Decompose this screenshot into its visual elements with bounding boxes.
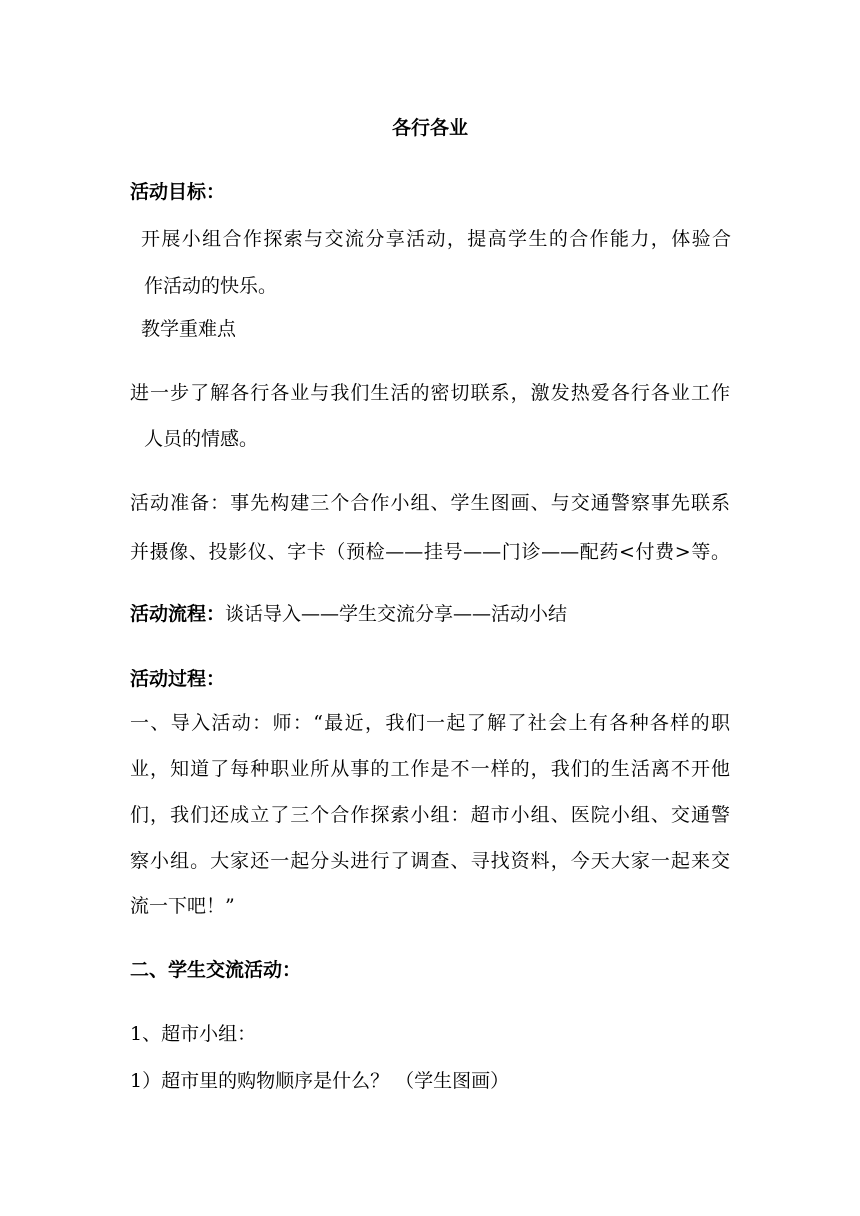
question-1: 1）超市里的购物顺序是什么？ （学生图画） xyxy=(130,1070,510,1092)
key-points-line-1: 进一步了解各行各业与我们生活的密切联系，激发热爱各行各业工作 xyxy=(130,382,730,404)
preparation-line-2: 并摄像、投影仪、字卡（预检——挂号——门诊——配药<付费>等。 xyxy=(130,541,730,563)
document-title: 各行各业 xyxy=(391,117,468,139)
intro-line-3: 们，我们还成立了三个合作探索小组：超市小组、医院小组、交通警 xyxy=(130,804,730,826)
group-1-heading: 1、超市小组： xyxy=(130,1023,257,1045)
goal-heading: 活动目标： xyxy=(130,181,226,203)
key-points-heading: 教学重难点 xyxy=(141,318,237,340)
intro-line-4: 察小组。大家还一起分头进行了调查、寻找资料，今天大家一起来交 xyxy=(130,850,730,872)
process-heading: 活动过程： xyxy=(130,668,226,690)
preparation-line-1: 活动准备：事先构建三个合作小组、学生图画、与交通警察事先联系 xyxy=(130,492,730,514)
activity-flow-text: 谈话导入——学生交流分享——活动小结 xyxy=(225,603,568,625)
intro-line-2: 业，知道了每种职业所从事的工作是不一样的，我们的生活离不开他 xyxy=(130,758,730,780)
section-2-heading: 二、学生交流活动： xyxy=(130,959,302,981)
intro-line-5: 流一下吧！” xyxy=(130,895,235,917)
goal-line-1: 开展小组合作探索与交流分享活动，提高学生的合作能力，体验合 xyxy=(141,228,731,250)
goal-line-2: 作活动的快乐。 xyxy=(144,275,278,297)
intro-line-1: 一、导入活动：师：“最近，我们一起了解了社会上有各种各样的职 xyxy=(130,712,730,734)
key-points-line-2: 人员的情感。 xyxy=(144,428,259,450)
activity-flow-label: 活动流程： xyxy=(130,603,226,625)
activity-flow xyxy=(130,602,730,626)
